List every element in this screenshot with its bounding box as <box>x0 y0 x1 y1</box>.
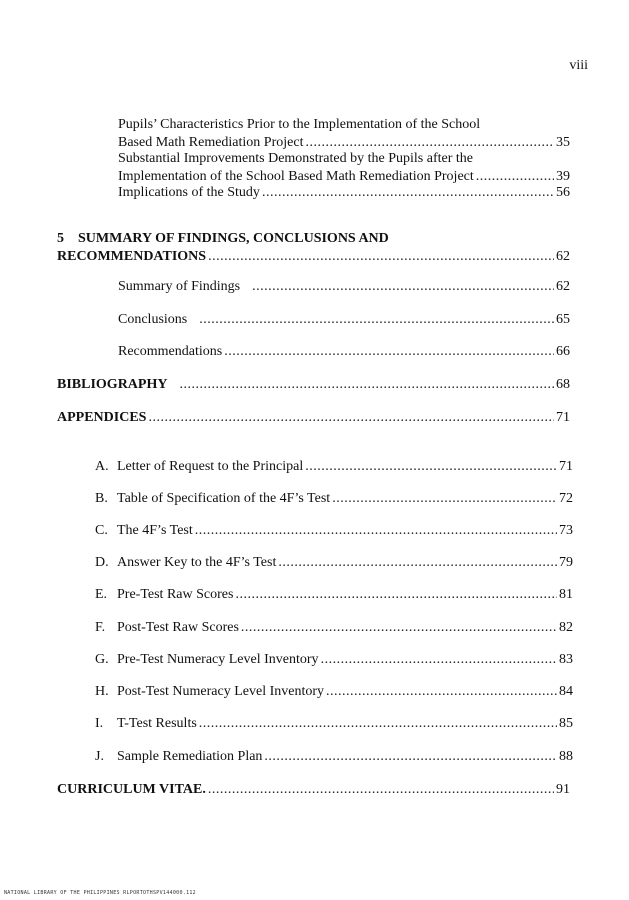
toc-leader-dots <box>179 376 554 394</box>
page-number: viii <box>569 58 588 73</box>
toc-leader-dots <box>264 748 557 766</box>
appendix-letter: F. <box>95 620 106 635</box>
toc-entry-line: Substantial Improvements Demonstrated by the Pupils after the <box>118 151 473 166</box>
toc-entry-label: Table of Specification of the 4F’s Test <box>117 491 331 506</box>
toc-entry-page: 85 <box>559 716 573 731</box>
appendix-letter: E. <box>95 587 108 602</box>
toc-entry-substantial-improvements[interactable] <box>118 150 570 186</box>
toc-leader-dots <box>321 651 557 669</box>
toc-leader-dots <box>278 554 557 572</box>
toc-entry-page: 62 <box>556 279 570 294</box>
toc-entry-label: Pre-Test Raw Scores <box>117 587 234 602</box>
toc-entry-summary-of-findings[interactable] <box>118 278 570 296</box>
toc-entry-label: Recommendations <box>118 344 223 359</box>
appendix-letter: C. <box>95 523 108 538</box>
toc-chapter-5[interactable] <box>57 230 570 266</box>
appendix-letter: B. <box>95 491 108 506</box>
toc-entry-label: Post-Test Raw Scores <box>117 620 239 635</box>
toc-appendix-i[interactable] <box>95 715 573 733</box>
toc-entry-label: Implementation of the School Based Math Remediation Project <box>118 169 474 184</box>
toc-leader-dots <box>195 522 557 540</box>
toc-entry-label: Letter of Request to the Principal <box>117 459 304 474</box>
toc-entry-label: T-Test Results <box>117 716 197 731</box>
toc-entry-recommendations[interactable] <box>118 343 570 361</box>
toc-leader-dots <box>208 781 554 799</box>
toc-appendix-c[interactable] <box>95 522 573 540</box>
chapter-5-title-line1: 5 SUMMARY OF FINDINGS, CONCLUSIONS AND <box>57 231 389 246</box>
toc-entry-label: Implications of the Study <box>118 185 260 200</box>
toc-entry-page: 35 <box>556 135 570 150</box>
toc-entry-label: The 4F’s Test <box>117 523 193 538</box>
toc-leader-dots <box>326 683 557 701</box>
toc-leader-dots <box>208 248 554 266</box>
toc-entry-label: APPENDICES <box>57 410 147 425</box>
toc-leader-dots <box>262 184 554 202</box>
toc-entry-label: Summary of Findings <box>118 279 241 294</box>
toc-entry-pupils-characteristics[interactable] <box>118 116 570 152</box>
toc-entry-page: 79 <box>559 555 573 570</box>
toc-leader-dots <box>332 490 557 508</box>
toc-entry-page: 73 <box>559 523 573 538</box>
toc-leader-dots <box>235 586 557 604</box>
appendix-letter: A. <box>95 459 109 474</box>
appendix-letter: G. <box>95 652 109 667</box>
toc-appendix-h[interactable] <box>95 683 573 701</box>
toc-leader-dots <box>252 278 554 296</box>
toc-entry-page: 82 <box>559 620 573 635</box>
toc-entry-label: Sample Remediation Plan <box>117 749 263 764</box>
toc-entry-label: Answer Key to the 4F’s Test <box>117 555 277 570</box>
toc-leader-dots <box>199 715 557 733</box>
toc-entry-implications[interactable] <box>118 184 570 202</box>
toc-entry-label: Pre-Test Numeracy Level Inventory <box>117 652 319 667</box>
toc-appendix-g[interactable] <box>95 651 573 669</box>
appendix-letter: I. <box>95 716 104 731</box>
toc-appendix-b[interactable] <box>95 490 573 508</box>
chapter-5-title-line2: RECOMMENDATIONS <box>57 249 207 264</box>
toc-entry-page: 71 <box>559 459 573 474</box>
toc-entry-page: 66 <box>556 344 570 359</box>
toc-leader-dots <box>224 343 554 361</box>
toc-entry-page: 71 <box>556 410 570 425</box>
toc-appendix-f[interactable] <box>95 619 573 637</box>
toc-entry-page: 68 <box>556 377 570 392</box>
library-footer-note: NATIONAL LIBRARY OF THE PHILIPPINES RLPORTOTHSPV144000.112 <box>4 890 196 896</box>
toc-entry-label: BIBLIOGRAPHY <box>57 377 168 392</box>
toc-entry-page: 72 <box>559 491 573 506</box>
toc-leader-dots <box>305 458 557 476</box>
appendix-letter: D. <box>95 555 109 570</box>
toc-appendix-e[interactable] <box>95 586 573 604</box>
toc-leader-dots <box>199 311 554 329</box>
toc-entry-page: 65 <box>556 312 570 327</box>
toc-entry-page: 88 <box>559 749 573 764</box>
toc-entry-conclusions[interactable] <box>118 311 570 329</box>
toc-entry-appendices[interactable] <box>57 409 570 427</box>
toc-entry-page: 39 <box>556 169 570 184</box>
toc-appendix-j[interactable] <box>95 748 573 766</box>
toc-entry-page: 62 <box>556 249 570 264</box>
appendix-letter: J. <box>95 749 104 764</box>
toc-appendix-d[interactable] <box>95 554 573 572</box>
toc-entry-page: 84 <box>559 684 573 699</box>
toc-entry-label: CURRICULUM VITAE. <box>57 782 206 797</box>
toc-entry-page: 91 <box>556 782 570 797</box>
toc-leader-dots <box>241 619 557 637</box>
toc-entry-page: 83 <box>559 652 573 667</box>
toc-leader-dots <box>148 409 554 427</box>
appendix-letter: H. <box>95 684 109 699</box>
toc-entry-label: Conclusions <box>118 312 188 327</box>
toc-entry-curriculum-vitae[interactable] <box>57 781 570 799</box>
toc-entry-page: 56 <box>556 185 570 200</box>
toc-entry-line: Pupils’ Characteristics Prior to the Implementation of the School <box>118 117 481 132</box>
toc-entry-label: Based Math Remediation Project <box>118 135 304 150</box>
toc-entry-bibliography[interactable] <box>57 376 570 394</box>
toc-entry-label: Post-Test Numeracy Level Inventory <box>117 684 325 699</box>
toc-appendix-a[interactable] <box>95 458 573 476</box>
toc-entry-page: 81 <box>559 587 573 602</box>
